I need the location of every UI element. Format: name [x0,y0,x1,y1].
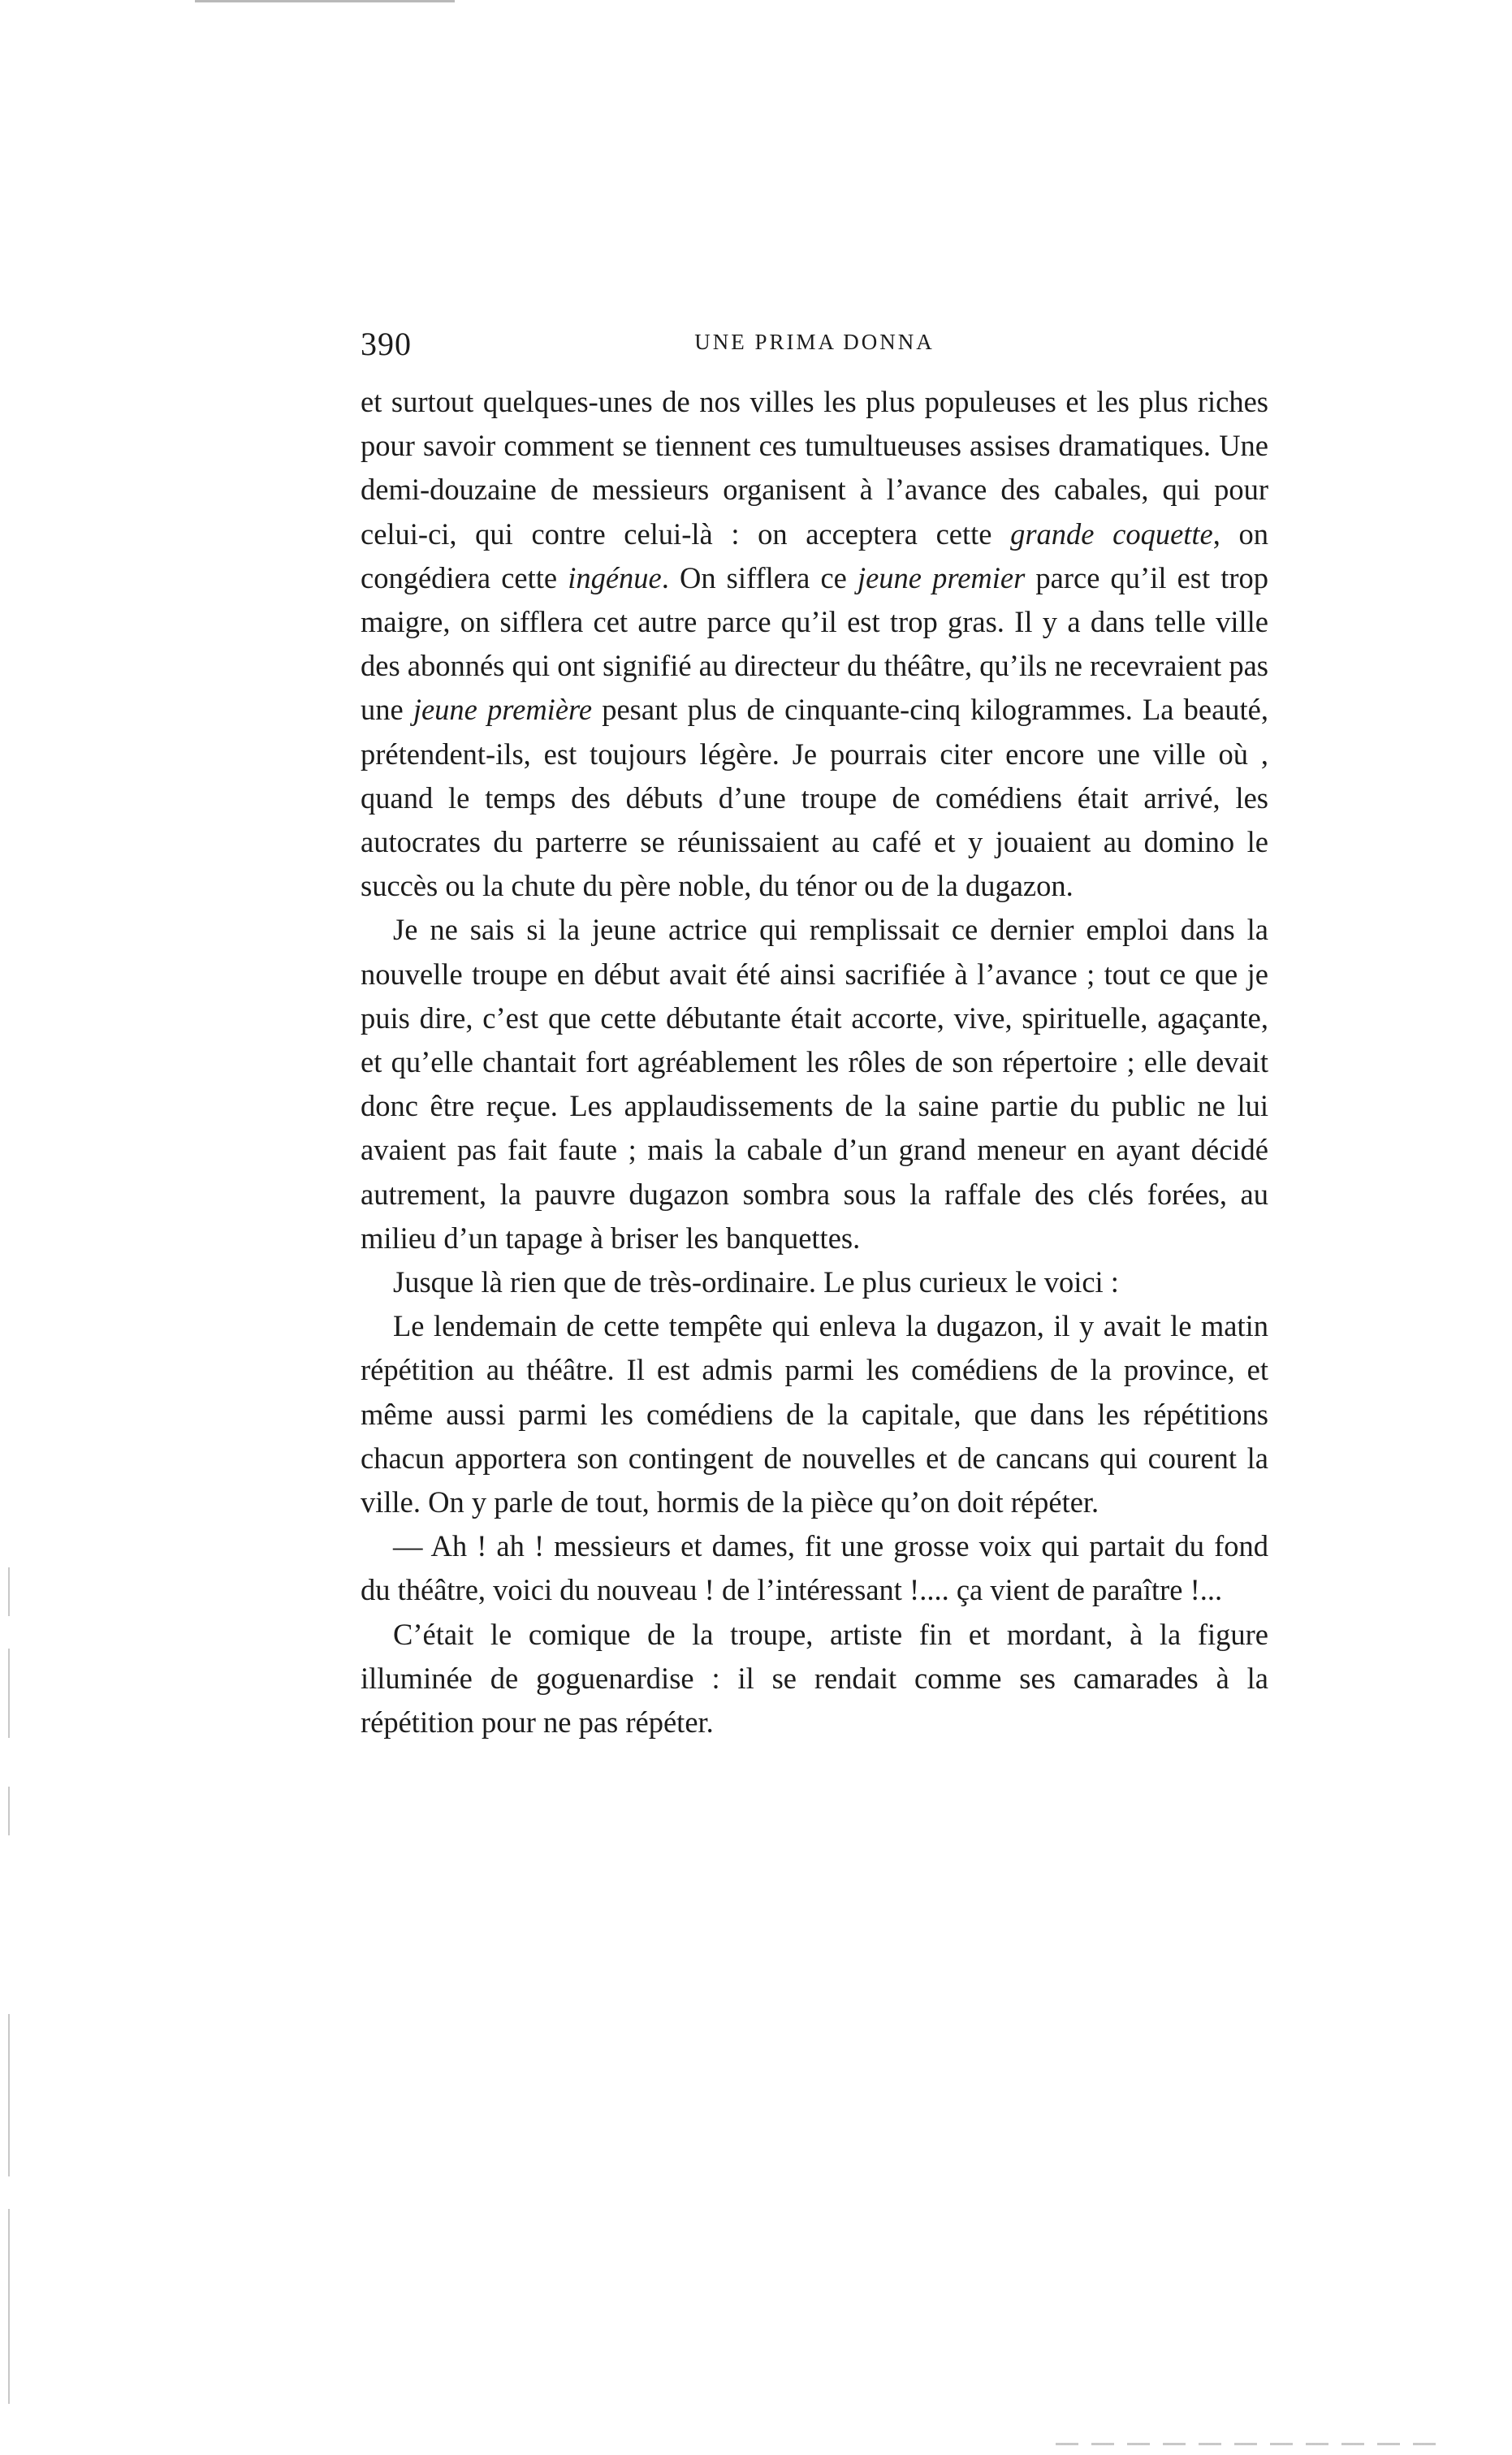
running-title: UNE PRIMA DONNA [694,330,935,354]
paragraph-6: C’était le comique de la troupe, artiste fin et mordant, à la figure illuminée de goguenardise : il se rendait comme ses camarades à la répétition pour ne pas répéter. [361,1617,1268,1740]
margin-scan-mark [8,2209,10,2404]
paragraph-3: Jusque là rien que de très-ordinaire. Le plus curieux le voici : [393,1265,1119,1299]
italic-term-jeune-premiere: jeune première [413,693,593,727]
paragraph-1-text-g: parce qu’il est trop maigre, on sifflera cet autre parce qu’il est trop gras. Il y a dans telle ville des abonnés qui ont signifié au directeur du théâtre, qu’ils ne recevraient pas une [361,560,1269,727]
paragraph-5: — Ah ! ah ! messieurs et dames, fit une grosse voix qui partait du fond du théâtre, voici du nouveau ! de l’intéressant !.... ça vient de paraître !... [361,1529,1268,1607]
margin-scan-mark [8,2014,10,2176]
bottom-scan-marks [1056,2443,1445,2445]
margin-scan-mark [8,1787,10,1835]
paragraph-2: Je ne sais si la jeune actrice qui remplissait ce dernier emploi dans la nouvelle troupe en début avait été ainsi sacrifiée à l’avance ; tout ce que je puis dire, c’est que cette débutante était accorte, vive, spirituelle, agaçante, et qu’elle chantait fort agréablement les rôles de son répertoire ; elle devait donc être reçue. Les applaudissements de la saine partie du public ne lui avaient pas fait faute ; mais la cabale d’un grand meneur en ayant décidé autrement, la pauvre dugazon sombra sous la raffale des clés forées, au milieu d’un tapage à briser les banquettes. [361,913,1268,1255]
top-scan-rule [195,0,455,2]
italic-term-grande-coquette: grande coquette [1010,517,1213,551]
body-text [361,380,1268,1744]
italic-term-jeune-premier: jeune premier [857,560,1026,594]
page-number: 390 [361,326,412,362]
paragraph-4: Le lendemain de cette tempête qui enleva la dugazon, il y avait le matin répétition au théâtre. Il est admis parmi les comédiens de la province, et même aussi parmi les comédiens de la capitale, que dans les répétitions chacun apportera son contingent de nouvelles et de cancans qui courent la ville. On y parle de tout, hormis de la pièce qu’on doit répéter. [361,1309,1268,1519]
margin-scan-mark [8,1649,10,1738]
paragraph-1-text-c: , on congédiera cette [361,517,1269,594]
italic-term-ingenue: ingénue [568,560,662,594]
paragraph-1-text-e: . On sifflera ce [661,560,858,594]
margin-scan-mark [8,1567,10,1616]
paragraph-1-text-a: et surtout quelques-unes de nos villes les plus populeuses et les plus riches pour savoir comment se tiennent ces tumultueuses assises dramatiques. Une demi-douzaine de messieurs organisent à l’avance des cabales, qui pour celui-ci, qui contre celui-là : on acceptera cette [361,385,1268,551]
paragraph-1-text-i: pesant plus de cinquante-cinq kilogrammes. La beauté, prétendent-ils, est toujours légère. Je pourrais citer encore une ville où , quand le temps des débuts d’une troupe de comédiens était arrivé, les autocrates du parterre se réunissaient au café et y jouaient au domino le succès ou la chute du père noble, du ténor ou de la dugazon. [361,693,1269,903]
page-header [361,325,1268,374]
paragraph-1 [361,380,1268,908]
